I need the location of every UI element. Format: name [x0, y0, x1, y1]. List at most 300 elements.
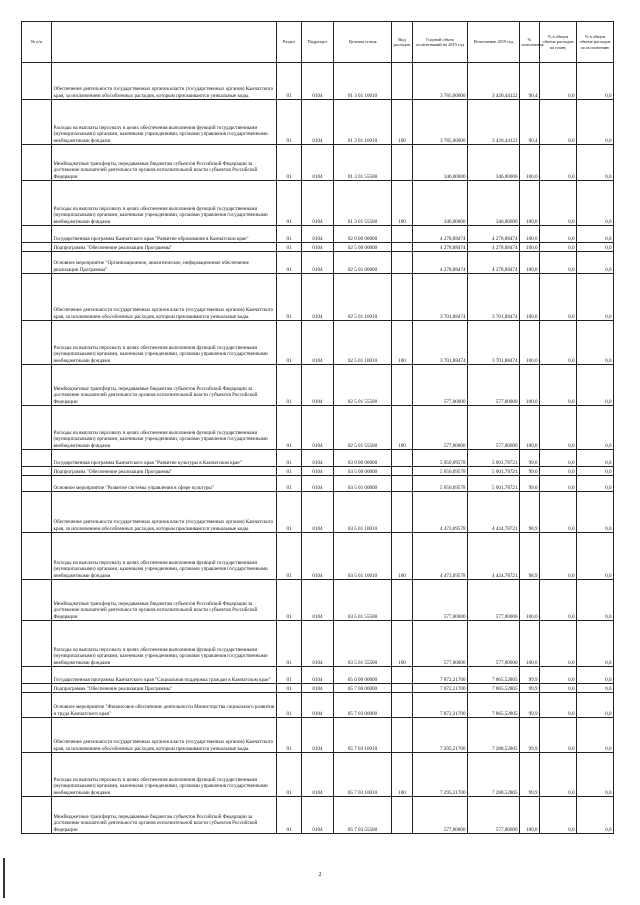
table-row: [22, 243, 614, 252]
cell-name: Подпрограмма "Обеспечение реализации Программы": [52, 243, 277, 252]
cell-exp-type: 100: [392, 100, 413, 145]
cell-pct: 99,9: [520, 753, 540, 797]
cell-exp-type: [392, 718, 413, 753]
cell-share-plan: 0,0: [540, 667, 577, 684]
cell-name: Основное мероприятие "Развитие системы управления в сфере культуры": [52, 476, 277, 492]
cell-executed: 3 701,88474: [468, 274, 520, 321]
cell-executed: 4 424,78721: [468, 533, 520, 580]
cell-target: 03 5 01 55500: [334, 580, 392, 621]
cell-section: 01: [277, 684, 302, 693]
cell-share-plan: 0,0: [540, 181, 577, 226]
cell-name: Расходы на выплаты персоналу в целях обеспечения выполнения функций государственными (муниципальными) органами, казенными учреждениями, органами управления государственными внебюджетными фондами: [52, 533, 277, 580]
cell-target: 05 7 03 10010: [334, 718, 392, 753]
cell-num: [22, 467, 52, 476]
cell-share-exec: 0,0: [577, 181, 614, 226]
cell-num: [22, 406, 52, 450]
cell-share-plan: 0,0: [540, 718, 577, 753]
cell-annual: 3 785,00000: [413, 63, 468, 100]
cell-annual: 577,00000: [413, 406, 468, 450]
table-header-row: [22, 22, 614, 63]
cell-target: 02 5 01 55500: [334, 365, 392, 406]
cell-annual: 4 278,88474: [413, 243, 468, 252]
cell-name: Основное мероприятие "Финансовое обеспечение деятельности Министерства социального развития и труда Камчатского края": [52, 693, 277, 718]
cell-executed: 577,00000: [468, 406, 520, 450]
table-row: [22, 145, 614, 181]
cell-pct: 100,0: [520, 243, 540, 252]
cell-executed: 346,00000: [468, 181, 520, 226]
page-number: 2: [318, 872, 322, 878]
cell-annual: 346,00000: [413, 145, 468, 181]
cell-annual: 7 872,21700: [413, 667, 468, 684]
cell-num: [22, 243, 52, 252]
cell-subsection: 0104: [302, 63, 334, 100]
cell-pct: 100,0: [520, 580, 540, 621]
cell-pct: 100,0: [520, 406, 540, 450]
cell-executed: 3 420,44122: [468, 63, 520, 100]
cell-subsection: 0104: [302, 693, 334, 718]
cell-section: 01: [277, 753, 302, 797]
cell-num: [22, 533, 52, 580]
cell-annual: 4 473,09578: [413, 492, 468, 533]
table-row: [22, 693, 614, 718]
cell-section: 01: [277, 145, 302, 181]
cell-section: 01: [277, 718, 302, 753]
cell-executed: 346,00000: [468, 145, 520, 181]
cell-target: 03 5 00 00000: [334, 467, 392, 476]
cell-num: [22, 100, 52, 145]
cell-exp-type: 100: [392, 621, 413, 667]
cell-exp-type: [392, 63, 413, 100]
cell-section: 01: [277, 450, 302, 467]
cell-share-plan: 0,0: [540, 100, 577, 145]
cell-section: 01: [277, 252, 302, 274]
cell-share-plan: 0,0: [540, 365, 577, 406]
cell-pct: 90,4: [520, 63, 540, 100]
cell-share-exec: 0,0: [577, 252, 614, 274]
cell-exp-type: [392, 365, 413, 406]
table-row: [22, 797, 614, 834]
cell-exp-type: [392, 476, 413, 492]
cell-name: Расходы на выплаты персоналу в целях обеспечения выполнения функций государственными (муниципальными) органами, казенными учреждениями, органами управления государственными внебюджетными фондами: [52, 753, 277, 797]
cell-exp-type: [392, 145, 413, 181]
cell-target: 05 7 03 10010: [334, 753, 392, 797]
table-row: [22, 684, 614, 693]
cell-num: [22, 365, 52, 406]
table-row: [22, 100, 614, 145]
cell-pct: 99,0: [520, 450, 540, 467]
table-row: [22, 492, 614, 533]
cell-annual: 7 295,21700: [413, 753, 468, 797]
cell-share-plan: 0,0: [540, 533, 577, 580]
cell-share-plan: 0,0: [540, 406, 577, 450]
cell-exp-type: 100: [392, 753, 413, 797]
cell-num: [22, 321, 52, 365]
cell-subsection: 0104: [302, 226, 334, 243]
cell-executed: 5 001,78721: [468, 467, 520, 476]
cell-name: Расходы на выплаты персоналу в целях обеспечения выполнения функций государственными (муниципальными) органами, казенными учреждениями, органами управления государственными внебюджетными фондами: [52, 406, 277, 450]
cell-target: 02 5 01 55500: [334, 406, 392, 450]
cell-pct: 100,0: [520, 365, 540, 406]
cell-annual: 3 701,88474: [413, 274, 468, 321]
cell-target: 03 5 01 55500: [334, 621, 392, 667]
table-row: [22, 450, 614, 467]
cell-section: 01: [277, 100, 302, 145]
cell-share-plan: 0,0: [540, 274, 577, 321]
cell-share-plan: 0,0: [540, 476, 577, 492]
cell-executed: 577,00000: [468, 580, 520, 621]
header-section: Раздел: [277, 22, 302, 63]
cell-target: 02 5 01 00000: [334, 252, 392, 274]
cell-annual: 577,00000: [413, 365, 468, 406]
cell-num: [22, 145, 52, 181]
cell-share-exec: 0,0: [577, 243, 614, 252]
cell-section: 01: [277, 226, 302, 243]
cell-name: Основное мероприятие "Организационное, аналитическое, информационное обеспечение реализации Программы": [52, 252, 277, 274]
cell-target: 05 7 00 00000: [334, 684, 392, 693]
cell-share-exec: 0,0: [577, 100, 614, 145]
cell-subsection: 0104: [302, 450, 334, 467]
table-row: [22, 63, 614, 100]
cell-target: 05 7 03 00000: [334, 693, 392, 718]
cell-section: 01: [277, 181, 302, 226]
cell-share-plan: 0,0: [540, 580, 577, 621]
cell-target: 02 5 01 10010: [334, 274, 392, 321]
cell-subsection: 0104: [302, 492, 334, 533]
cell-section: 01: [277, 365, 302, 406]
cell-pct: 99,9: [520, 667, 540, 684]
cell-share-plan: 0,0: [540, 684, 577, 693]
table-body: [22, 63, 614, 834]
cell-name: Расходы на выплаты персоналу в целях обеспечения выполнения функций государственными (муниципальными) органами, казенными учреждениями, органами управления государственными внебюджетными фондами: [52, 100, 277, 145]
cell-share-plan: 0,0: [540, 63, 577, 100]
table-row: [22, 621, 614, 667]
cell-subsection: 0104: [302, 181, 334, 226]
cell-section: 01: [277, 492, 302, 533]
cell-exp-type: 100: [392, 406, 413, 450]
cell-annual: 7 872,21700: [413, 693, 468, 718]
table-row: [22, 476, 614, 492]
cell-name: Межбюджетные трансферты, передаваемые бюджетам субъектов Российской Федерации за достижение показателей деятельности органов исполнительной власти субъектов Российской Федерации: [52, 365, 277, 406]
cell-exp-type: 100: [392, 533, 413, 580]
table-row: [22, 321, 614, 365]
cell-exp-type: 100: [392, 321, 413, 365]
cell-executed: 4 278,88474: [468, 252, 520, 274]
cell-subsection: 0104: [302, 797, 334, 834]
cell-num: [22, 718, 52, 753]
cell-executed: 4 278,88474: [468, 243, 520, 252]
cell-share-plan: 0,0: [540, 753, 577, 797]
cell-subsection: 0104: [302, 365, 334, 406]
cell-share-exec: 0,0: [577, 365, 614, 406]
cell-target: 03 5 01 00000: [334, 476, 392, 492]
cell-share-plan: 0,0: [540, 693, 577, 718]
cell-section: 01: [277, 243, 302, 252]
cell-exp-type: [392, 580, 413, 621]
cell-executed: 7 865,52805: [468, 684, 520, 693]
cell-annual: 577,00000: [413, 580, 468, 621]
cell-share-exec: 0,0: [577, 718, 614, 753]
cell-subsection: 0104: [302, 252, 334, 274]
cell-annual: 346,00000: [413, 181, 468, 226]
cell-pct: 99,0: [520, 467, 540, 476]
cell-share-exec: 0,0: [577, 684, 614, 693]
cell-share-exec: 0,0: [577, 533, 614, 580]
cell-annual: 7 872,21700: [413, 684, 468, 693]
cell-target: 05 0 00 00000: [334, 667, 392, 684]
cell-subsection: 0104: [302, 580, 334, 621]
cell-share-exec: 0,0: [577, 621, 614, 667]
cell-name: Подпрограмма "Обеспечение реализации Программы": [52, 684, 277, 693]
cell-share-exec: 0,0: [577, 667, 614, 684]
cell-executed: 4 424,78721: [468, 492, 520, 533]
cell-section: 01: [277, 667, 302, 684]
cell-pct: 98,9: [520, 533, 540, 580]
cell-num: [22, 450, 52, 467]
cell-share-plan: 0,0: [540, 492, 577, 533]
cell-name: Государственная программа Камчатского края "Развитие культуры в Камчатском крае": [52, 450, 277, 467]
cell-share-exec: 0,0: [577, 321, 614, 365]
cell-num: [22, 274, 52, 321]
cell-subsection: 0104: [302, 667, 334, 684]
cell-share-exec: 0,0: [577, 693, 614, 718]
table-row: [22, 533, 614, 580]
cell-num: [22, 693, 52, 718]
header-exp-type: Вид расходов: [392, 22, 413, 63]
cell-annual: 5 050,09578: [413, 476, 468, 492]
cell-executed: 3 420,44122: [468, 100, 520, 145]
cell-share-plan: 0,0: [540, 321, 577, 365]
cell-target: 01 3 01 55500: [334, 181, 392, 226]
cell-pct: 100,0: [520, 181, 540, 226]
cell-section: 01: [277, 533, 302, 580]
cell-subsection: 0104: [302, 321, 334, 365]
table-row: [22, 226, 614, 243]
cell-executed: 577,00000: [468, 797, 520, 834]
scan-edge-mark: [3, 858, 5, 898]
cell-name: Межбюджетные трансферты, передаваемые бюджетам субъектов Российской Федерации за достижение показателей деятельности органов исполнительной власти субъектов Российской Федерации: [52, 580, 277, 621]
cell-subsection: 0104: [302, 145, 334, 181]
cell-exp-type: [392, 252, 413, 274]
cell-num: [22, 621, 52, 667]
cell-executed: 5 001,78721: [468, 476, 520, 492]
cell-annual: 5 050,09578: [413, 467, 468, 476]
cell-share-exec: 0,0: [577, 406, 614, 450]
cell-num: [22, 797, 52, 834]
cell-share-exec: 0,0: [577, 580, 614, 621]
cell-annual: 3 701,88474: [413, 321, 468, 365]
cell-pct: 100,0: [520, 621, 540, 667]
cell-name: Межбюджетные трансферты, передаваемые бюджетам субъектов Российской Федерации за достижение показателей деятельности органов исполнительной власти субъектов Российской Федерации: [52, 145, 277, 181]
cell-section: 01: [277, 321, 302, 365]
cell-subsection: 0104: [302, 274, 334, 321]
cell-subsection: 0104: [302, 533, 334, 580]
cell-target: 01 3 01 10010: [334, 100, 392, 145]
cell-share-plan: 0,0: [540, 226, 577, 243]
table-row: [22, 181, 614, 226]
cell-executed: 5 001,78721: [468, 450, 520, 467]
cell-target: 03 0 00 00000: [334, 450, 392, 467]
cell-pct: 99,9: [520, 693, 540, 718]
cell-exp-type: [392, 450, 413, 467]
cell-subsection: 0104: [302, 406, 334, 450]
cell-subsection: 0104: [302, 100, 334, 145]
cell-share-plan: 0,0: [540, 797, 577, 834]
cell-annual: 3 785,00000: [413, 100, 468, 145]
cell-share-exec: 0,0: [577, 145, 614, 181]
table-row: [22, 406, 614, 450]
header-num: № п/п: [22, 22, 52, 63]
cell-share-exec: 0,0: [577, 274, 614, 321]
cell-target: 01 3 01 10010: [334, 63, 392, 100]
cell-pct: 99,9: [520, 684, 540, 693]
header-share-exec: % в общем объеме расходов по исполнению: [577, 22, 614, 63]
cell-subsection: 0104: [302, 718, 334, 753]
cell-section: 01: [277, 621, 302, 667]
cell-executed: 7 288,52805: [468, 753, 520, 797]
cell-executed: 7 288,52805: [468, 718, 520, 753]
header-annual: Годовой объем ассигнований на 2019 год: [413, 22, 468, 63]
cell-share-exec: 0,0: [577, 63, 614, 100]
header-pct: % исполнения: [520, 22, 540, 63]
cell-name: Обеспечение деятельности государственных органов власти (государственных органов) Камчатского края, за исключением обособленных расходов, которым присваиваются уникальные коды.: [52, 63, 277, 100]
table-row: [22, 365, 614, 406]
cell-annual: 4 473,09578: [413, 533, 468, 580]
table-row: [22, 467, 614, 476]
cell-target: 02 5 00 00000: [334, 243, 392, 252]
cell-executed: 4 278,88474: [468, 226, 520, 243]
cell-exp-type: [392, 684, 413, 693]
cell-share-exec: 0,0: [577, 226, 614, 243]
cell-executed: 7 865,52805: [468, 667, 520, 684]
cell-exp-type: [392, 667, 413, 684]
cell-executed: 7 865,52805: [468, 693, 520, 718]
cell-num: [22, 63, 52, 100]
cell-subsection: 0104: [302, 476, 334, 492]
cell-share-exec: 0,0: [577, 753, 614, 797]
cell-target: 03 5 01 10010: [334, 533, 392, 580]
cell-name: Государственная программа Камчатского края "Социальная поддержка граждан в Камчатском крае": [52, 667, 277, 684]
cell-pct: 99,9: [520, 718, 540, 753]
cell-section: 01: [277, 580, 302, 621]
cell-exp-type: [392, 693, 413, 718]
cell-pct: 98,9: [520, 492, 540, 533]
header-executed: Исполнение 2019 год: [468, 22, 520, 63]
cell-annual: 4 278,88474: [413, 252, 468, 274]
cell-subsection: 0104: [302, 467, 334, 476]
cell-share-exec: 0,0: [577, 492, 614, 533]
cell-exp-type: [392, 243, 413, 252]
cell-name: Расходы на выплаты персоналу в целях обеспечения выполнения функций государственными (муниципальными) органами, казенными учреждениями, органами управления государственными внебюджетными фондами: [52, 321, 277, 365]
cell-section: 01: [277, 797, 302, 834]
cell-section: 01: [277, 406, 302, 450]
table-row: [22, 580, 614, 621]
header-share-plan: % в общем объеме расходов по плану: [540, 22, 577, 63]
table-row: [22, 274, 614, 321]
cell-pct: 100,0: [520, 145, 540, 181]
cell-share-plan: 0,0: [540, 467, 577, 476]
cell-name: Межбюджетные трансферты, передаваемые бюджетам субъектов Российской Федерации за достижение показателей деятельности органов исполнительной власти субъектов Российской Федерации: [52, 797, 277, 834]
cell-section: 01: [277, 476, 302, 492]
cell-section: 01: [277, 274, 302, 321]
cell-executed: 577,00000: [468, 365, 520, 406]
cell-section: 01: [277, 467, 302, 476]
cell-exp-type: [392, 492, 413, 533]
cell-executed: 577,00000: [468, 621, 520, 667]
cell-exp-type: [392, 797, 413, 834]
header-target: Целевая статья: [334, 22, 392, 63]
cell-pct: 100,0: [520, 252, 540, 274]
cell-subsection: 0104: [302, 243, 334, 252]
cell-name: Обеспечение деятельности государственных органов власти (государственных органов) Камчатского края, за исключением обособленных расходов, которым присваиваются уникальные коды.: [52, 718, 277, 753]
cell-target: 02 0 00 00000: [334, 226, 392, 243]
cell-target: 02 5 01 10010: [334, 321, 392, 365]
cell-name: Государственная программа Камчатского края "Развитие образования в Камчатском крае": [52, 226, 277, 243]
cell-annual: 577,00000: [413, 797, 468, 834]
cell-name: Подпрограмма "Обеспечение реализации Программы": [52, 467, 277, 476]
header-name: [52, 22, 277, 63]
cell-num: [22, 667, 52, 684]
cell-name: Обеспечение деятельности государственных органов власти (государственных органов) Камчатского края, за исключением обособленных расходов, которым присваиваются уникальные коды.: [52, 274, 277, 321]
cell-pct: 90,4: [520, 100, 540, 145]
cell-subsection: 0104: [302, 684, 334, 693]
cell-num: [22, 580, 52, 621]
cell-share-exec: 0,0: [577, 797, 614, 834]
cell-exp-type: 100: [392, 181, 413, 226]
cell-share-exec: 0,0: [577, 467, 614, 476]
cell-target: 03 5 01 10010: [334, 492, 392, 533]
cell-num: [22, 476, 52, 492]
table-row: [22, 252, 614, 274]
cell-pct: 100,0: [520, 797, 540, 834]
cell-num: [22, 226, 52, 243]
cell-share-exec: 0,0: [577, 450, 614, 467]
cell-annual: 7 295,21700: [413, 718, 468, 753]
cell-name: Расходы на выплаты персоналу в целях обеспечения выполнения функций государственными (муниципальными) органами, казенными учреждениями, органами управления государственными внебюджетными фондами: [52, 181, 277, 226]
cell-exp-type: [392, 467, 413, 476]
table-row: [22, 667, 614, 684]
header-subsection: Подраздел: [302, 22, 334, 63]
cell-pct: 100,0: [520, 321, 540, 365]
cell-section: 01: [277, 63, 302, 100]
cell-num: [22, 492, 52, 533]
cell-section: 01: [277, 693, 302, 718]
cell-target: 05 7 03 55500: [334, 797, 392, 834]
cell-pct: 100,0: [520, 226, 540, 243]
cell-exp-type: [392, 226, 413, 243]
cell-name: Расходы на выплаты персоналу в целях обеспечения выполнения функций государственными (муниципальными) органами, казенными учреждениями, органами управления государственными внебюджетными фондами: [52, 621, 277, 667]
cell-share-plan: 0,0: [540, 145, 577, 181]
cell-share-exec: 0,0: [577, 476, 614, 492]
table-row: [22, 753, 614, 797]
cell-num: [22, 684, 52, 693]
cell-target: 01 3 01 55500: [334, 145, 392, 181]
cell-annual: 577,00000: [413, 621, 468, 667]
cell-num: [22, 252, 52, 274]
cell-name: Обеспечение деятельности государственных органов власти (государственных органов) Камчатского края, за исключением обособленных расходов, которым присваиваются уникальные коды.: [52, 492, 277, 533]
cell-subsection: 0104: [302, 621, 334, 667]
cell-share-plan: 0,0: [540, 450, 577, 467]
cell-executed: 3 701,88474: [468, 321, 520, 365]
table-row: [22, 718, 614, 753]
cell-pct: 100,0: [520, 274, 540, 321]
cell-annual: 5 050,09578: [413, 450, 468, 467]
cell-share-plan: 0,0: [540, 243, 577, 252]
cell-pct: 99,0: [520, 476, 540, 492]
cell-num: [22, 753, 52, 797]
cell-subsection: 0104: [302, 753, 334, 797]
cell-exp-type: [392, 274, 413, 321]
cell-share-plan: 0,0: [540, 621, 577, 667]
